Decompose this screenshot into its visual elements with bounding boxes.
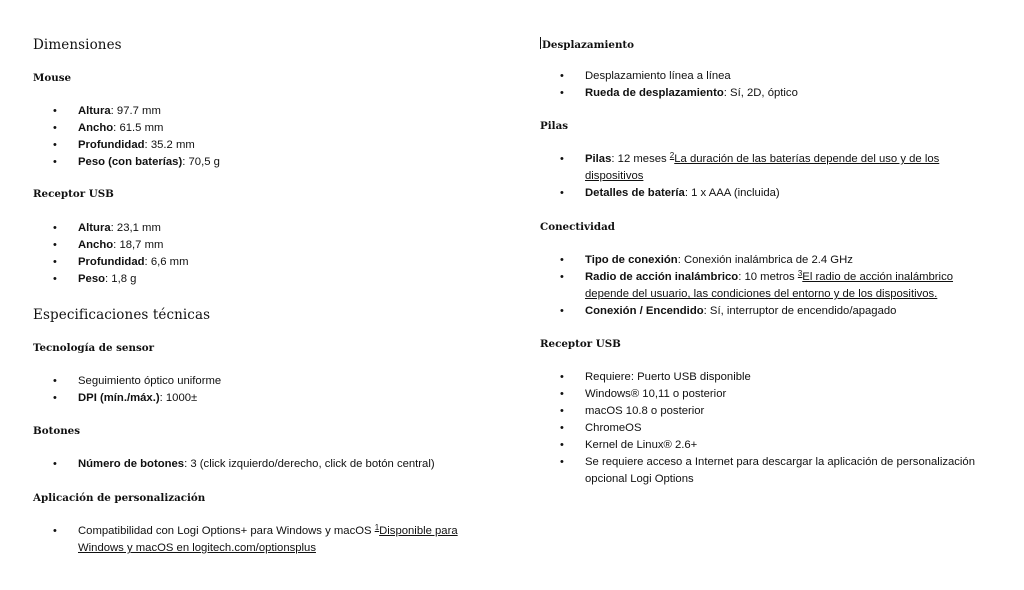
tech-specs-heading: Especificaciones técnicas — [33, 307, 211, 323]
app-heading: Aplicación de personalización — [33, 492, 206, 504]
list-item: • Windows® 10,11 o posterior — [540, 386, 980, 403]
battery-list — [540, 151, 990, 202]
receiver-spec-list — [33, 220, 188, 288]
list-item: • Se requiere acceso a Internet para descargar la aplicación de personalización opcional Logi Options — [540, 454, 980, 488]
buttons-heading: Botones — [33, 425, 81, 437]
list-item: • macOS 10.8 o posterior — [540, 403, 980, 420]
receiver-heading: Receptor USB — [33, 188, 114, 200]
battery-note: La duración de las baterías depende del uso y de los dispositivos — [585, 153, 940, 182]
list-item: • DPI (mín./máx.): 1000± — [33, 390, 221, 407]
receiver-usb-heading: Receptor USB — [540, 338, 621, 350]
list-item: • ChromeOS — [540, 420, 980, 437]
text-cursor — [540, 37, 541, 49]
list-item: • Desplazamiento línea a línea — [540, 68, 798, 85]
list-item: • Pilas: 12 meses $^2$La duración de las baterías depende del uso y de los dispositivos — [540, 151, 990, 185]
list-item: • Kernel de Linux® 2.6+ — [540, 437, 980, 454]
connectivity-heading: Conectividad — [540, 221, 616, 233]
footnote-2: 2 — [669, 151, 675, 160]
list-item: • Compatibilidad con Logi Options+ para Windows y macOS $^1$Disponible para Windows y macOS en logitech.com/optionsplus — [33, 523, 493, 557]
list-item: • Radio de acción inalámbrico: 10 metros $^3$El radio de acción inalámbrico depende del usuario, las condiciones del entorno y de los dispositivos. — [540, 269, 995, 303]
dimensions-heading: Dimensiones — [33, 37, 122, 53]
list-item: • Tipo de conexión: Conexión inalámbrica de 2.4 GHz — [540, 252, 995, 269]
list-item: • Detalles de batería: 1 x AAA (incluida) — [540, 185, 990, 202]
buttons-list — [33, 456, 435, 473]
list-item: • Profundidad: 35.2 mm — [33, 137, 220, 154]
sensor-list — [33, 373, 221, 407]
requirements-list — [540, 369, 980, 488]
app-list — [33, 523, 493, 557]
list-item: • Ancho: 61.5 mm — [33, 120, 220, 137]
list-item: • Ancho: 18,7 mm — [33, 237, 188, 254]
sensor-heading: Tecnología de sensor — [33, 342, 155, 354]
list-item: • Requiere: Puerto USB disponible — [540, 369, 980, 386]
list-item: • Peso (con baterías): 70,5 g — [33, 154, 220, 171]
availability-note: Disponible para Windows y macOS en logitech.com/optionsplus — [78, 525, 458, 554]
list-item: • Peso: 1,8 g — [33, 271, 188, 288]
list-item: • Seguimiento óptico uniforme — [33, 373, 221, 390]
list-item: • Rueda de desplazamiento: Sí, 2D, óptico — [540, 85, 798, 102]
list-item: • Profundidad: 6,6 mm — [33, 254, 188, 271]
mouse-spec-list — [33, 103, 220, 171]
list-item: • Altura: 23,1 mm — [33, 220, 188, 237]
connectivity-list — [540, 252, 995, 320]
scroll-heading: Desplazamiento — [542, 39, 635, 51]
footnote-1: 1 — [374, 523, 380, 532]
scroll-list — [540, 68, 798, 102]
footnote-3: 3 — [797, 269, 803, 278]
battery-heading: Pilas — [540, 120, 569, 132]
list-item: • Conexión / Encendido: Sí, interruptor de encendido/apagado — [540, 303, 995, 320]
range-note: El radio de acción inalámbrico depende del usuario, las condiciones del entorno y de los dispositivos. — [585, 271, 954, 300]
list-item: • Número de botones: 3 (click izquierdo/derecho, click de botón central) — [33, 456, 435, 473]
mouse-heading: Mouse — [33, 72, 72, 84]
list-item: • Altura: 97.7 mm — [33, 103, 220, 120]
